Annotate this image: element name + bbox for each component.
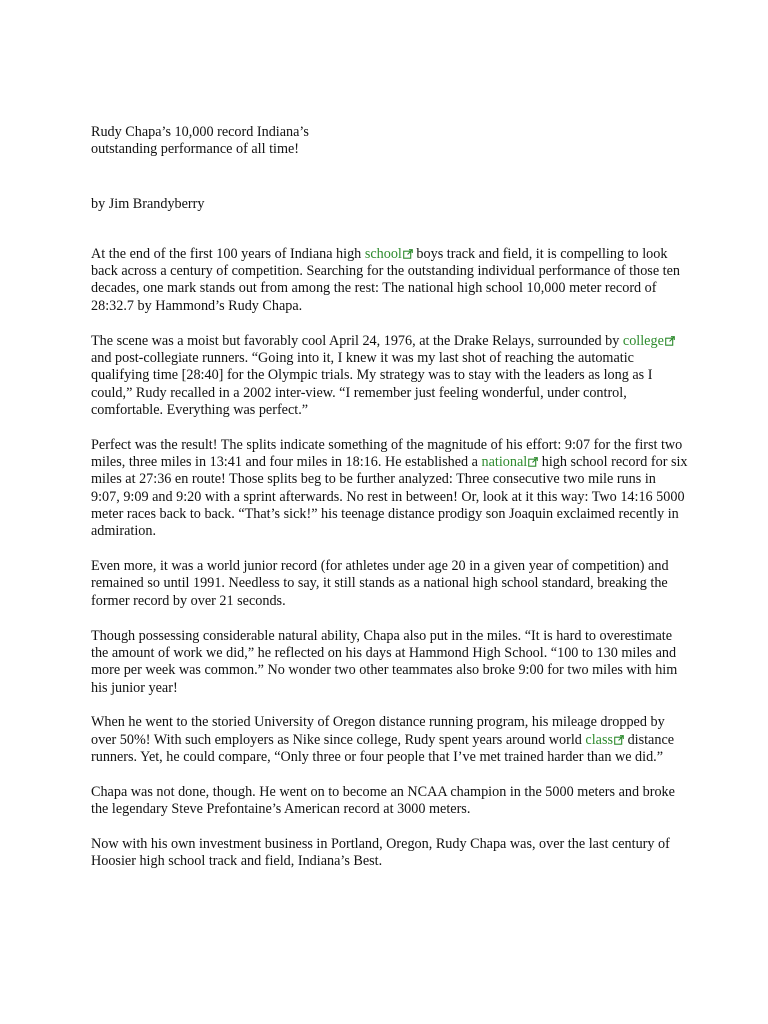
paragraph-text: At the end of the first 100 years of Indiana high (91, 245, 365, 262)
paragraph-5 (91, 628, 688, 697)
link-school[interactable] (365, 246, 413, 262)
link-text[interactable]: college (622, 332, 664, 349)
external-link-icon (665, 336, 675, 346)
paragraph-text: The scene was a moist but favorably cool April 24, 1976, at the Drake Relays, surrounded by (91, 332, 623, 349)
paragraph-8 (91, 836, 688, 871)
link-class[interactable] (585, 732, 624, 748)
byline: by Jim Brandyberry (91, 195, 205, 212)
link-college[interactable] (623, 333, 675, 349)
paragraph-3 (91, 437, 688, 541)
paragraph-6 (91, 714, 688, 766)
link-text[interactable]: school (364, 245, 402, 262)
paragraph-text: Even more, it was a world junior record (for athletes under age 20 in a given year of competition) and remained so until 1991. Needless to say, it still stands as a national high school standard, breaking the former record by over 21 seconds. (91, 558, 669, 609)
paragraph-text: distance runners. Yet, he could compare, “Only three or four people that I’ve met trained harder than we did.” (91, 731, 675, 765)
paragraph-text: boys track and field, it is compelling to look back across a century of competition. Searching for the outstanding individual performance of those ten decades, one mark stands out from among the rest: The national high school 10,000 meter record of 28:32.7 by Hammond’s Rudy Chapa. (91, 245, 680, 314)
paragraph-7 (91, 784, 688, 819)
link-text[interactable]: class (585, 731, 614, 748)
external-link-icon (614, 735, 624, 745)
paragraph-1 (91, 246, 688, 315)
link-text[interactable]: national (481, 454, 528, 471)
external-link-icon (528, 457, 538, 467)
link-national[interactable] (481, 454, 538, 470)
paragraph-text: Perfect was the result! The splits indicate something of the magnitude of his effort: 9:07 for the first two miles, three miles in 13:41 and four miles in 18:16. He established a (91, 436, 683, 471)
paragraph-text: Though possessing considerable natural ability, Chapa also put in the miles. “It is hard to overestimate the amount of work we did,” he reflected on his days at Hammond High School. “100 to 130 miles and more per week was common.” No wonder two other teammates also broke 9:00 for two miles with him his junior year! (91, 627, 678, 696)
paragraph-text: Chapa was not done, though. He went on to become an NCAA champion in the 5000 meters and broke the legendary Steve Prefontaine’s American record at 3000 meters. (91, 783, 675, 818)
external-link-icon (403, 249, 413, 259)
paragraph-text: and post-collegiate runners. “Going into it, I knew it was my last shot of reaching the automatic qualifying time [28:40] for the Olympic trials. My strategy was to stay with the leaders as long as I could,” Rudy recalled in a 2002 inter-view. “I remember just feeling wonderful, under control, comfortable. Everything was perfect.” (91, 349, 653, 418)
paragraph-text: high school record for six miles at 27:36 en route! Those splits beg to be further analyzed: Three consecutive two mile runs in 9:07, 9:09 and 9:20 with a sprint afterwards. No rest in between! Or, look at it this way: Two 14:16 5000 meter races back to back. “That’s sick!” his teenage distance prodigy son Joaquin exclaimed recently in admiration. (91, 454, 688, 540)
title-line-1: Rudy Chapa’s 10,000 record Indiana’s (91, 124, 309, 140)
paragraph-text: When he went to the storied University of Oregon distance running program, his mileage dropped by over 50%! With such employers as Nike since college, Rudy spent years around world (91, 714, 665, 748)
paragraph-text: Now with his own investment business in Portland, Oregon, Rudy Chapa was, over the last century of Hoosier high school track and field, Indiana’s Best. (91, 836, 670, 870)
document-title (91, 124, 688, 159)
paragraph-2 (91, 333, 688, 419)
paragraph-4 (91, 558, 688, 610)
title-line-2: outstanding performance of all time! (91, 141, 300, 158)
